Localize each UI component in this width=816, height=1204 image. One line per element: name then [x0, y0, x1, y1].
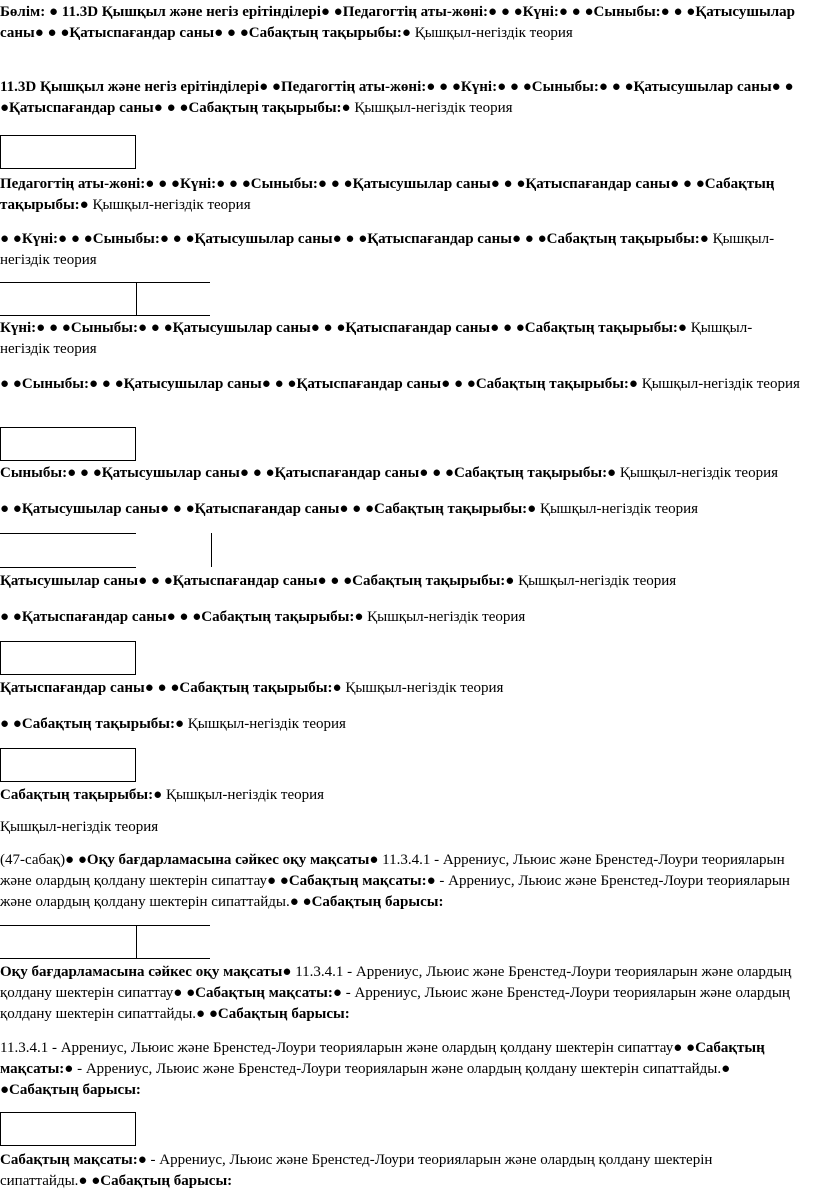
paragraph-7-bold: Сыныбы:● ● ●Қатысушылар саны● ● ●Қатыспағандар саны● ● ●Сабақтың тақырыбы:● [0, 465, 617, 481]
paragraph-16-bold: Оқу бағдарламасына сәйкес оқу мақсаты● [0, 964, 292, 980]
paragraph-2-text: Қышқыл-негіздік теория [350, 100, 513, 116]
paragraph-13 [0, 785, 800, 806]
paragraph-17-text: 11.3.4.1 - Аррениус, Льюис және Бренстед-Лоури теорияларын және олардың қолдану шектерін сипаттау● [0, 1040, 687, 1056]
paragraph-8 [0, 499, 800, 520]
paragraph-3-text: Қышқыл-негіздік теория [88, 197, 251, 213]
paragraph-11-text: Қышқыл-негіздік теория [341, 680, 504, 696]
paragraph-9 [0, 571, 800, 592]
paragraph-18-bold-2: ●Сабақтың барысы: [91, 1173, 233, 1189]
paragraph-17-bold-2: ●Сабақтың мақсаты:● [0, 1040, 765, 1077]
paragraph-14-text: Қышқыл-негіздік теория [0, 819, 159, 835]
paragraph-18 [0, 1150, 800, 1192]
paragraph-9-bold: Қатысушылар саны● ● ●Қатыспағандар саны● ● ●Сабақтың тақырыбы:● [0, 573, 515, 589]
paragraph-15-bold-4: ●Сабақтың барысы: [302, 894, 444, 910]
paragraph-1-text: Қышқыл-негіздік теория [410, 25, 573, 41]
paragraph-1 [0, 2, 800, 44]
paragraph-18-bold: Сабақтың мақсаты:● [0, 1152, 147, 1168]
paragraph-15-text: (47-сабақ)● [0, 852, 78, 868]
paragraph-18-text: - Аррениус, Льюис және Бренстед-Лоури теорияларын және олардың қолдану шектерін сипаттайды.● [0, 1152, 713, 1189]
paragraph-17-text-2: - Аррениус, Льюис және Бренстед-Лоури теорияларын және олардың қолдану шектерін сипаттайды.● [73, 1061, 731, 1077]
paragraph-15-text-3: - Аррениус, Льюис және Бренстед-Лоури теорияларын және олардың қолдану шектерін сипаттайды.● [0, 873, 790, 910]
paragraph-10-bold: ● ●Қатыспағандар саны● ● ●Сабақтың тақырыбы:● [0, 609, 364, 625]
paragraph-14 [0, 817, 800, 838]
paragraph-13-text: Қышқыл-негіздік теория [162, 787, 325, 803]
paragraph-6-bold: ● ●Сыныбы:● ● ●Қатысушылар саны● ● ●Қатыспағандар саны● ● ●Сабақтың тақырыбы:● [0, 376, 638, 392]
paragraph-9-text: Қышқыл-негіздік теория [514, 573, 677, 589]
paragraph-3 [0, 174, 800, 216]
paragraph-16-bold-2: ●Сабақтың мақсаты:● [186, 985, 342, 1001]
rule-line-3 [0, 533, 136, 534]
paragraph-6-text: Қышқыл-негіздік теория [638, 376, 800, 392]
paragraph-2 [0, 77, 800, 119]
blank-box-2 [0, 427, 136, 461]
paragraph-11 [0, 678, 800, 699]
paragraph-4-bold: ● ●Күні:● ● ●Сыныбы:● ● ●Қатысушылар саны● ● ●Қатыспағандар саны● ● ●Сабақтың тақырыбы:● [0, 231, 709, 247]
rule-line-4 [0, 567, 136, 568]
paragraph-13-bold: Сабақтың тақырыбы:● [0, 787, 163, 803]
paragraph-12-bold: ● ●Сабақтың тақырыбы:● [0, 716, 185, 732]
paragraph-2-bold: 11.3D Қышқыл және негіз ерітінділері● ●Педагогтің аты-жөні:● ● ●Күні:● ● ●Сыныбы:● ● ●Қатысушылар саны● ● ●Қатыспағандар саны● ● ●Сабақтың тақырыбы:● [0, 79, 794, 116]
rule-line-1 [0, 282, 210, 283]
paragraph-12-text: Қышқыл-негіздік теория [184, 716, 346, 732]
paragraph-15-text-2: 11.3.4.1 - Аррениус, Льюис және Бренстед-Лоури теорияларын және олардың қолдану шектерін сипаттау● [0, 852, 785, 889]
blank-box-3 [0, 641, 136, 675]
paragraph-3-bold: Педагогтің аты-жөні:● ● ●Күні:● ● ●Сыныбы:● ● ●Қатысушылар саны● ● ●Қатыспағандар саны● ● ●Сабақтың тақырыбы:● [0, 176, 775, 213]
paragraph-16-text-2: - Аррениус, Льюис және Бренстед-Лоури теорияларын және олардың қолдану шектерін сипаттайды.● [0, 985, 790, 1022]
paragraph-1-bold: Бөлім: ● 11.3D Қышқыл және негіз ерітінділері● ●Педагогтің аты-жөні:● ● ●Күні:● ● ●Сыныбы:● ● ●Қатысушылар саны● ● ●Қатыспағандар саны● ● ●Сабақтың тақырыбы:● [0, 4, 795, 41]
paragraph-15 [0, 850, 800, 913]
paragraph-16 [0, 962, 800, 1025]
paragraph-12 [0, 714, 800, 735]
paragraph-7 [0, 463, 800, 484]
paragraph-7-text: Қышқыл-негіздік теория [616, 465, 778, 481]
rule-divider-3 [136, 925, 137, 959]
paragraph-10-text: Қышқыл-негіздік теория [363, 609, 526, 625]
paragraph-10 [0, 607, 800, 628]
rule-line-6 [0, 958, 210, 959]
paragraph-17 [0, 1038, 800, 1101]
paragraph-17-bold-3: ●Сабақтың барысы: [0, 1082, 141, 1098]
paragraph-8-text: Қышқыл-негіздік теория [536, 501, 699, 517]
paragraph-6 [0, 374, 800, 395]
paragraph-16-text: 11.3.4.1 - Аррениус, Льюис және Бренстед-Лоури теорияларын және олардың қолдану шектерін сипаттау● [0, 964, 792, 1001]
paragraph-4 [0, 229, 800, 271]
paragraph-5-text: Қышқыл-негіздік теория [0, 320, 753, 357]
blank-box-5 [0, 1112, 136, 1146]
paragraph-4-text: Қышқыл-негіздік теория [0, 231, 775, 268]
paragraph-11-bold: Қатыспағандар саны● ● ●Сабақтың тақырыбы:● [0, 680, 342, 696]
paragraph-15-bold-3: ●Сабақтың мақсаты:● [279, 873, 436, 889]
blank-box-1 [0, 135, 136, 169]
paragraph-15-bold-2: ●Оқу бағдарламасына сәйкес оқу мақсаты● [77, 852, 379, 868]
blank-box-4 [0, 748, 136, 782]
rule-line-2 [0, 315, 210, 316]
paragraph-8-bold: ● ●Қатысушылар саны● ● ●Қатыспағандар саны● ● ●Сабақтың тақырыбы:● [0, 501, 537, 517]
paragraph-16-bold-3: ●Сабақтың барысы: [208, 1006, 350, 1022]
paragraph-5-bold: Күні:● ● ●Сыныбы:● ● ●Қатысушылар саны● ● ●Қатыспағандар саны● ● ●Сабақтың тақырыбы:● [0, 320, 687, 336]
rule-divider-1 [136, 282, 137, 316]
rule-line-5 [0, 925, 210, 926]
rule-divider-2 [211, 533, 212, 567]
paragraph-5 [0, 318, 800, 360]
